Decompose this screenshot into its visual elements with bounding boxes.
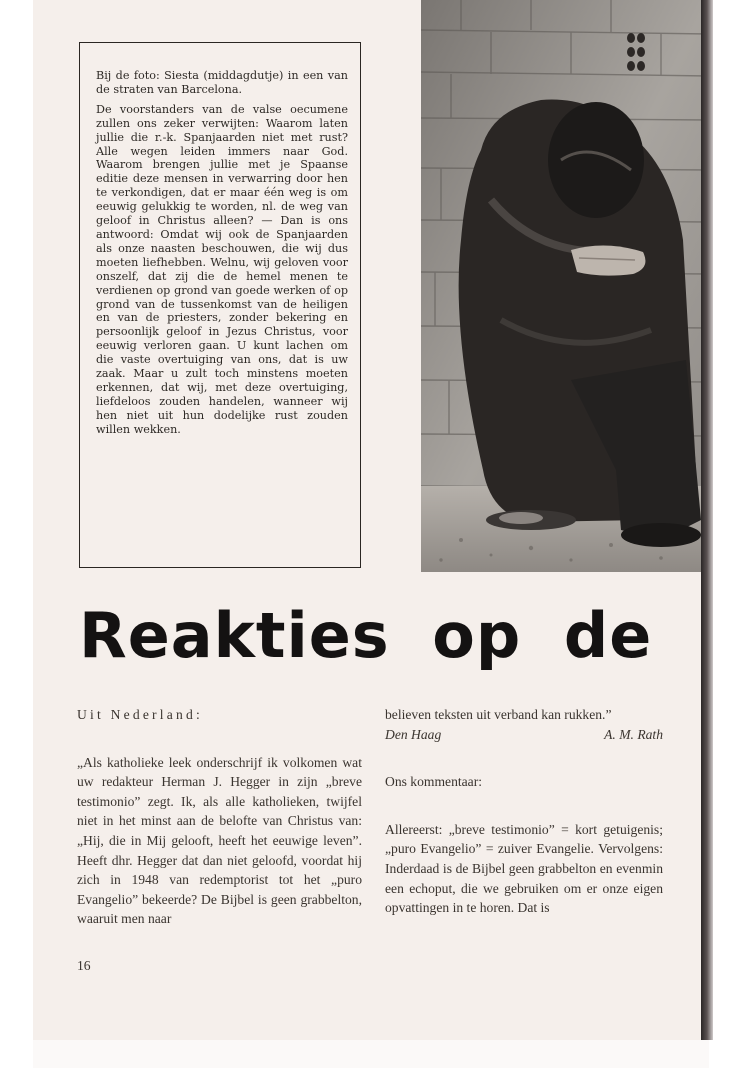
letter-continuation: believen teksten uit verband kan rukken.” bbox=[385, 707, 612, 722]
photo-siesta bbox=[421, 0, 709, 572]
section-heading: Uit Nederland: bbox=[77, 707, 203, 722]
caption-box bbox=[79, 42, 361, 568]
signature-place: Den Haag bbox=[385, 726, 442, 742]
page-edge-shadow bbox=[701, 0, 713, 1040]
signature-name: A. M. Rath bbox=[604, 726, 663, 742]
kommentaar-heading: Ons kommentaar: bbox=[385, 774, 483, 790]
caption-body: De voorstanders van de valse oecumene zullen ons zeker verwijten: Waarom laten jullie die r.-k. Spanjaarden niet met rust? Alle wegen leiden immers naar God. Waarom brengen jullie met je Spaanse editie deze mensen in verwarring door hen te verkondigen, dat er maar één weg is om eeuwig gelukkig te worden, nl. de weg van geloof in Christus alleen? — Dan is ons antwoord: Omdat wij ook de Spanjaarden als onze naasten beschouwen, die wij dus moeten liefhebben. Welnu, wij geloven voor onszelf, dat zij die de hemel menen te verdienen op grond van goede werken of op grond van de tussenkomst van de heiligen en van de priesters, zonder bekering en persoonlijk geloof in Jezus Christus, voor eeuwig verloren gaan. U kunt lachen om die vaste overtuiging van ons, dat is uw zaak. Maar u zult toch minstens moeten erkennen, dat wij, met deze overtuiging, liefdeloos zouden handelen, wanneer wij hen niet uit hun dodelijke rust zouden willen wekken. bbox=[96, 102, 348, 436]
page-number: 16 bbox=[77, 958, 91, 973]
magazine-page bbox=[33, 0, 709, 1040]
kommentaar-text: Allereerst: „breve testimonio” = kort getuigenis; „puro Evangelio” = zuiver Evangelie. Vervolgens: Inderdaad is de Bijbel geen grabbelton en evenmin een echoput, die we gebruiken om er onze eigen opvattingen in te horen. Dat is bbox=[385, 821, 663, 916]
letter-signature bbox=[385, 725, 663, 745]
right-column bbox=[385, 705, 663, 918]
photo-caption: Bij de foto: Siesta (middagdutje) in een van de straten van Barcelona. bbox=[96, 69, 348, 96]
article-title: Reakties op de bbox=[79, 599, 653, 672]
scan-bottom-margin bbox=[33, 1040, 709, 1068]
photo-sleeping-man-icon bbox=[421, 0, 709, 572]
left-column bbox=[77, 705, 362, 929]
letter-paragraph: „Als katholieke leek onderschrijf ik volkomen wat uw redakteur Herman J. Hegger in zijn „breve testimonio” zegt. Ik, als alle katholieken, twijfel niet in het minst aan de belofte van Christus van: „Hij, die in Mij gelooft, heeft het eeuwige leven”. Heeft dhr. Hegger dat dan niet geloofd, voordat hij zich in 1948 van redemptorist tot het „puro Evangelio” bekeerde? De Bijbel is geen grabbelton, waaruit men naar bbox=[77, 754, 362, 927]
